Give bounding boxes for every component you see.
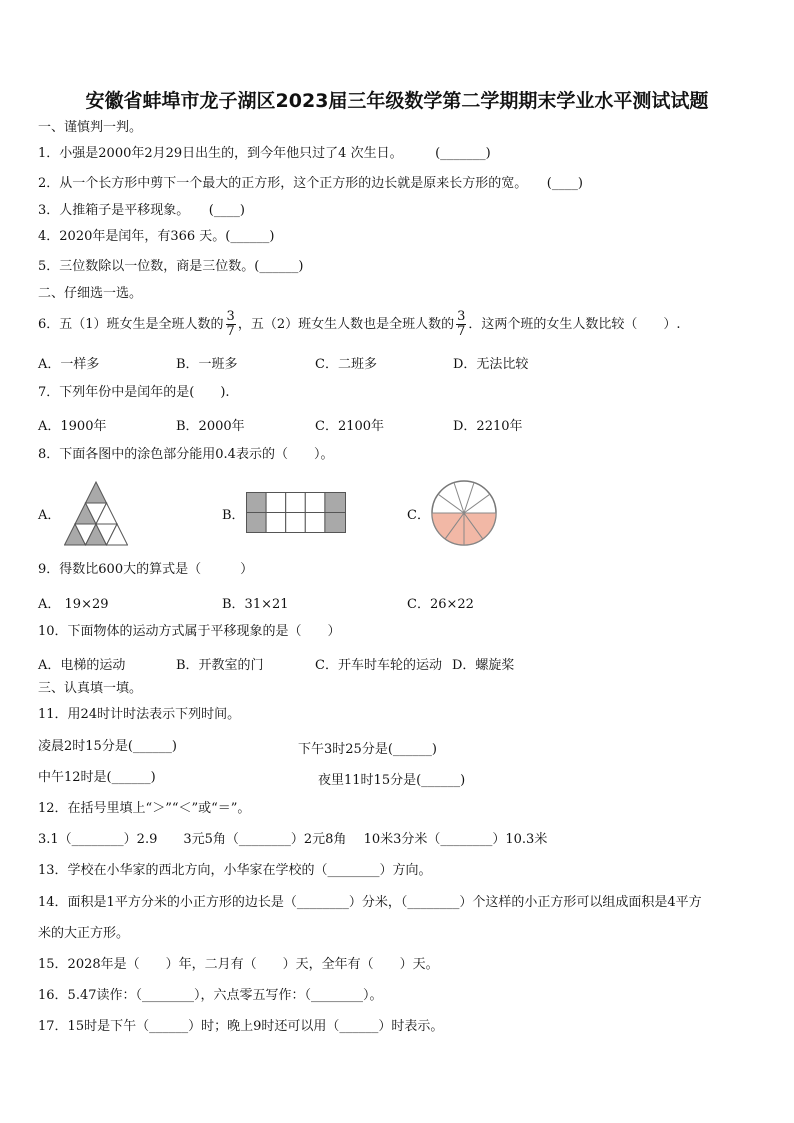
q9-option-a[interactable]: A． 19×29	[38, 597, 109, 612]
question-15: 15．2028年是（ ）年，二月有（ ）天，全年有（ ）天。	[38, 957, 439, 972]
question-14-line1: 14．面积是1平方分米的小正方形的边长是（________）分米，（________）个这样的小正方形可以组成面积是4平方	[38, 895, 702, 910]
question-11: 11．用24时计时法表示下列时间。	[38, 707, 241, 722]
fraction-3-7-second: $\frac{3}{7}$	[457, 309, 466, 339]
question-6	[38, 307, 681, 343]
q9-option-c[interactable]: C．26×22	[407, 597, 474, 612]
question-7: 7．下列年份中是闰年的是( ).	[38, 385, 230, 400]
q6-option-a[interactable]: A．一样多	[38, 357, 100, 372]
question-14-line2: 米的大正方形。	[38, 926, 130, 941]
page-title: 安徽省蚌埠市龙子湖区2023届三年级数学第二学期期末学业水平测试试题	[85, 90, 709, 112]
question-16: 16．5.47读作：（________），六点零五写作：（________）。	[38, 988, 383, 1003]
q8-rectangle-figure	[246, 492, 346, 533]
q8-circle-figure	[430, 479, 498, 547]
q10-option-d[interactable]: D．螺旋桨	[452, 658, 515, 673]
q6-option-d[interactable]: D．无法比较	[453, 357, 529, 372]
question-3: 3．人推箱子是平移现象。 (____)	[38, 203, 245, 218]
section-3-heading: 三、认真填一填。	[38, 681, 143, 696]
q8-option-c[interactable]: C．	[407, 508, 430, 523]
q10-option-b[interactable]: B．开教室的门	[176, 658, 264, 673]
question-2: 2．从一个长方形中剪下一个最大的正方形，这个正方形的边长就是原来长方形的宽。 (____)	[38, 176, 583, 191]
question-8: 8．下面各图中的涂色部分能用0.4表示的（ ）。	[38, 447, 334, 462]
q7-option-d[interactable]: D．2210年	[453, 419, 523, 434]
question-6-part-c: ．这两个班的女生人数比较（ ）.	[468, 317, 681, 332]
q6-option-c[interactable]: C．二班多	[315, 357, 377, 372]
q9-option-b[interactable]: B．31×21	[222, 597, 289, 612]
question-6-part-a: 6．五（1）班女生是全班人数的	[38, 317, 224, 332]
question-12-row: 3.1（________）2.9 3元5角（________）2元8角 10米3分米（________）10.3米	[38, 832, 548, 847]
question-11-row1-left: 凌晨2时15分是(______)	[38, 739, 177, 754]
question-13: 13．学校在小华家的西北方向，小华家在学校的（________）方向。	[38, 863, 432, 878]
q6-option-b[interactable]: B．一班多	[176, 357, 238, 372]
fraction-3-7-first: $\frac{3}{7}$	[226, 309, 235, 339]
q8-triangle-figure	[64, 480, 128, 546]
q7-option-b[interactable]: B．2000年	[176, 419, 245, 434]
question-11-row2-right: 夜里11时15分是(______)	[318, 773, 466, 788]
question-5: 5．三位数除以一位数，商是三位数。(______)	[38, 259, 304, 274]
question-10: 10．下面物体的运动方式属于平移现象的是（ ）	[38, 624, 341, 639]
question-11-row1-right: 下午3时25分是(______)	[298, 742, 437, 757]
q7-option-c[interactable]: C．2100年	[315, 419, 385, 434]
question-17: 17．15时是下午（______）时；晚上9时还可以用（______）时表示。	[38, 1019, 444, 1034]
question-9: 9．得数比600大的算式是（ ）	[38, 562, 254, 577]
q10-option-c[interactable]: C．开车时车轮的运动	[315, 658, 442, 673]
question-1: 1．小强是2000年2月29日出生的，到今年他只过了4 次生日。 (_______)	[38, 146, 491, 161]
q8-option-b[interactable]: B．	[222, 508, 245, 523]
question-6-part-b: ，五（2）班女生人数也是全班人数的	[237, 317, 455, 332]
q8-option-a[interactable]: A．	[38, 508, 61, 523]
q10-option-a[interactable]: A．电梯的运动	[38, 658, 126, 673]
question-4: 4．2020年是闰年，有366 天。(______)	[38, 229, 275, 244]
question-11-row2-left: 中午12时是(______)	[38, 770, 156, 785]
question-12: 12．在括号里填上“＞”“＜”或“＝”。	[38, 801, 251, 816]
q7-option-a[interactable]: A．1900年	[38, 419, 107, 434]
section-2-heading: 二、仔细选一选。	[38, 286, 143, 301]
section-1-heading: 一、谨慎判一判。	[38, 120, 143, 135]
